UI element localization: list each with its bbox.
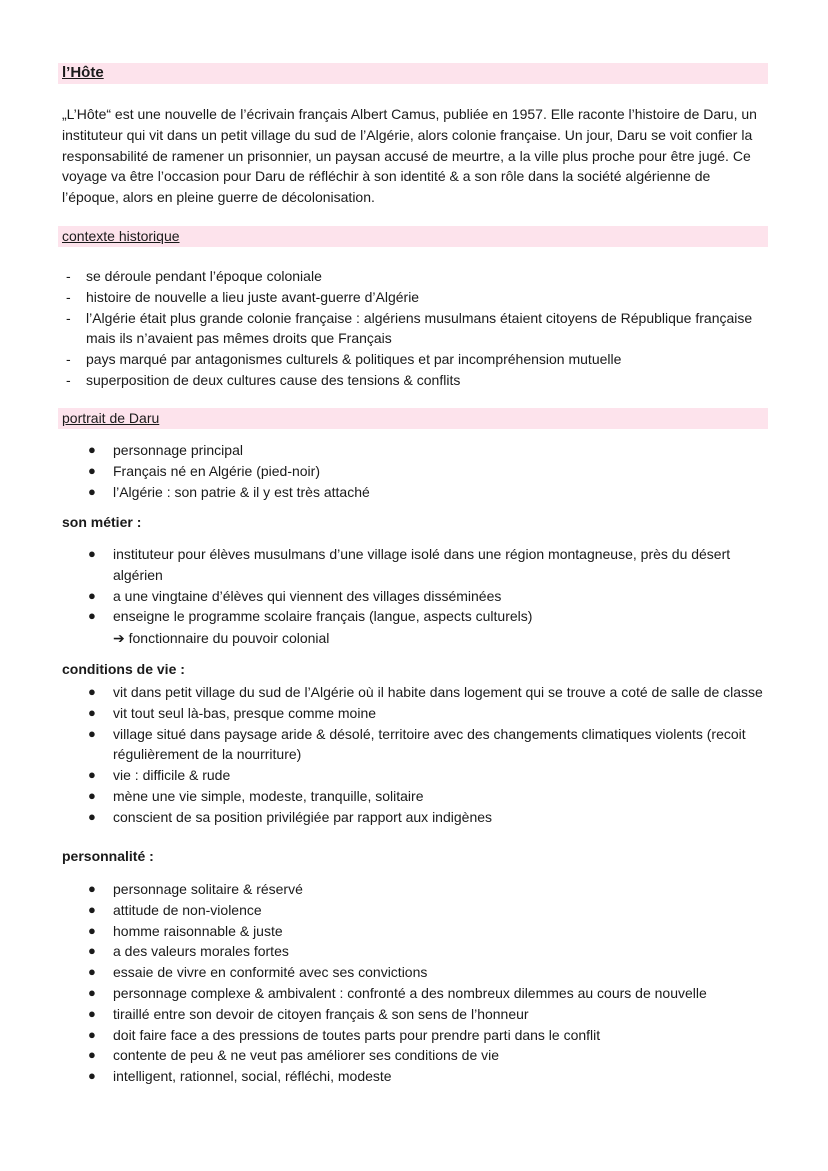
bullet-marker: ● — [88, 964, 96, 980]
dash-marker: - — [66, 351, 71, 368]
section-heading-portrait: portrait de Daru — [62, 410, 160, 426]
bullet-marker: ● — [88, 587, 96, 603]
list-item: ● personnage complexe & ambivalent : confronté a des nombreux dilemmes au cours de nouvelle — [0, 983, 763, 1004]
contexte-list — [0, 266, 766, 391]
bullet-marker: ● — [88, 546, 96, 561]
bullet-marker: ● — [88, 767, 96, 783]
label-personnalite: personnalité : — [62, 848, 154, 864]
list-item: - histoire de nouvelle a lieu juste avant-guerre d’Algérie — [0, 287, 766, 308]
list-item: ● Français né en Algérie (pied-noir) — [0, 461, 763, 482]
list-item: ● enseigne le programme scolaire français (langue, aspects culturels) — [0, 606, 763, 627]
section-heading-contexte: contexte historique — [62, 228, 180, 244]
list-item: ● personnage solitaire & réservé — [0, 879, 763, 900]
list-item: ● doit faire face a des pressions de toutes parts pour prendre parti dans le conflit — [0, 1025, 763, 1046]
bullet-marker: ● — [88, 1068, 96, 1084]
bullet-marker: ● — [88, 984, 96, 1000]
list-item: ● a une vingtaine d’élèves qui viennent des villages disséminées — [0, 586, 763, 607]
bullet-marker: ● — [88, 704, 96, 720]
title-band — [58, 63, 768, 84]
section-contexte — [58, 226, 768, 247]
list-item: - pays marqué par antagonismes culturels & politiques et par incompréhension mutuelle — [0, 349, 766, 370]
list-item: ● intelligent, rationnel, social, réfléchi, modeste — [0, 1066, 763, 1087]
dash-marker: - — [66, 309, 71, 326]
bullet-marker: ● — [88, 684, 96, 699]
intro-paragraph: „L’Hôte“ est une nouvelle de l’écrivain français Albert Camus, publiée en 1957. Elle raconte l’histoire de Daru, un instituteur qui vit dans un petit village du sud de l’Algérie, alors colonie française. Un jour, Daru se voit confier la responsabilité de ramener un prisonnier, un paysan accusé de meurtre, a la ville plus proche pour être jugé. Ce voyage va être l’occasion pour Daru de réfléchir à son identité & a son rôle dans la société algérienne de l’époque, alors en pleine guerre de décolonisation. — [62, 106, 757, 206]
section-portrait — [58, 408, 768, 429]
list-item: ● contente de peu & ne veut pas améliorer ses conditions de vie — [0, 1045, 763, 1066]
list-item: - l’Algérie était plus grande colonie française : algériens musulmans étaient citoyens de République française mais ils n’avaient pas mêmes droits que Français — [66, 309, 753, 347]
list-item: ● vit dans petit village du sud de l’Algérie où il habite dans logement qui se trouve a coté de salle de classe — [0, 682, 763, 703]
list-item: ● attitude de non-violence — [0, 900, 763, 921]
dash-marker: - — [66, 268, 71, 284]
list-item: ● mène une vie simple, modeste, tranquille, solitaire — [0, 786, 763, 807]
bullet-marker: ● — [88, 881, 96, 896]
bullet-marker: ● — [88, 483, 96, 499]
bullet-marker: ● — [88, 808, 96, 824]
list-item: ● tiraillé entre son devoir de citoyen français & son sens de l’honneur — [0, 1004, 763, 1025]
list-item: - se déroule pendant l’époque coloniale — [0, 266, 766, 287]
bullet-marker: ● — [88, 901, 96, 917]
metier-list — [0, 544, 763, 627]
list-item: ● personnage principal — [0, 440, 763, 461]
bullet-marker: ● — [88, 1026, 96, 1042]
list-item: ● conscient de sa position privilégiée par rapport aux indigènes — [0, 807, 763, 828]
dash-marker: - — [66, 288, 71, 305]
list-item: ● homme raisonnable & juste — [0, 921, 763, 942]
personnalite-list — [0, 879, 763, 1087]
bullet-marker: ● — [88, 787, 96, 803]
list-item: ● vit tout seul là-bas, presque comme moine — [0, 703, 763, 724]
portrait-list — [0, 440, 763, 502]
bullet-marker: ● — [88, 943, 96, 959]
list-item: ● essaie de vivre en conformité avec ses convictions — [0, 962, 763, 983]
bullet-marker: ● — [88, 922, 96, 938]
list-item: ● vie : difficile & rude — [0, 765, 763, 786]
bullet-marker: ● — [88, 725, 96, 741]
bullet-marker: ● — [88, 442, 96, 457]
list-item: ● l’Algérie : son patrie & il y est très attaché — [0, 482, 763, 503]
bullet-marker: ● — [88, 462, 96, 478]
bullet-marker: ● — [88, 608, 96, 624]
list-item: ● a des valeurs morales fortes — [0, 941, 763, 962]
conditions-list — [0, 682, 763, 828]
label-metier: son métier : — [62, 514, 142, 530]
list-item: ● village situé dans paysage aride & désolé, territoire avec des changements climatiques violents (recoit régulièrement de la nourriture) — [88, 725, 746, 763]
list-item: - superposition de deux cultures cause des tensions & conflits — [0, 370, 766, 391]
bullet-marker: ● — [88, 1047, 96, 1063]
label-conditions: conditions de vie : — [62, 661, 185, 677]
bullet-marker: ● — [88, 1005, 96, 1021]
dash-marker: - — [66, 371, 71, 388]
list-item: ● instituteur pour élèves musulmans d’une village isolé dans une région montagneuse, près du désert algérien — [88, 546, 731, 583]
document-title: l’Hôte — [62, 64, 104, 81]
arrow-note: ➔ fonctionnaire du pouvoir colonial — [113, 630, 330, 646]
